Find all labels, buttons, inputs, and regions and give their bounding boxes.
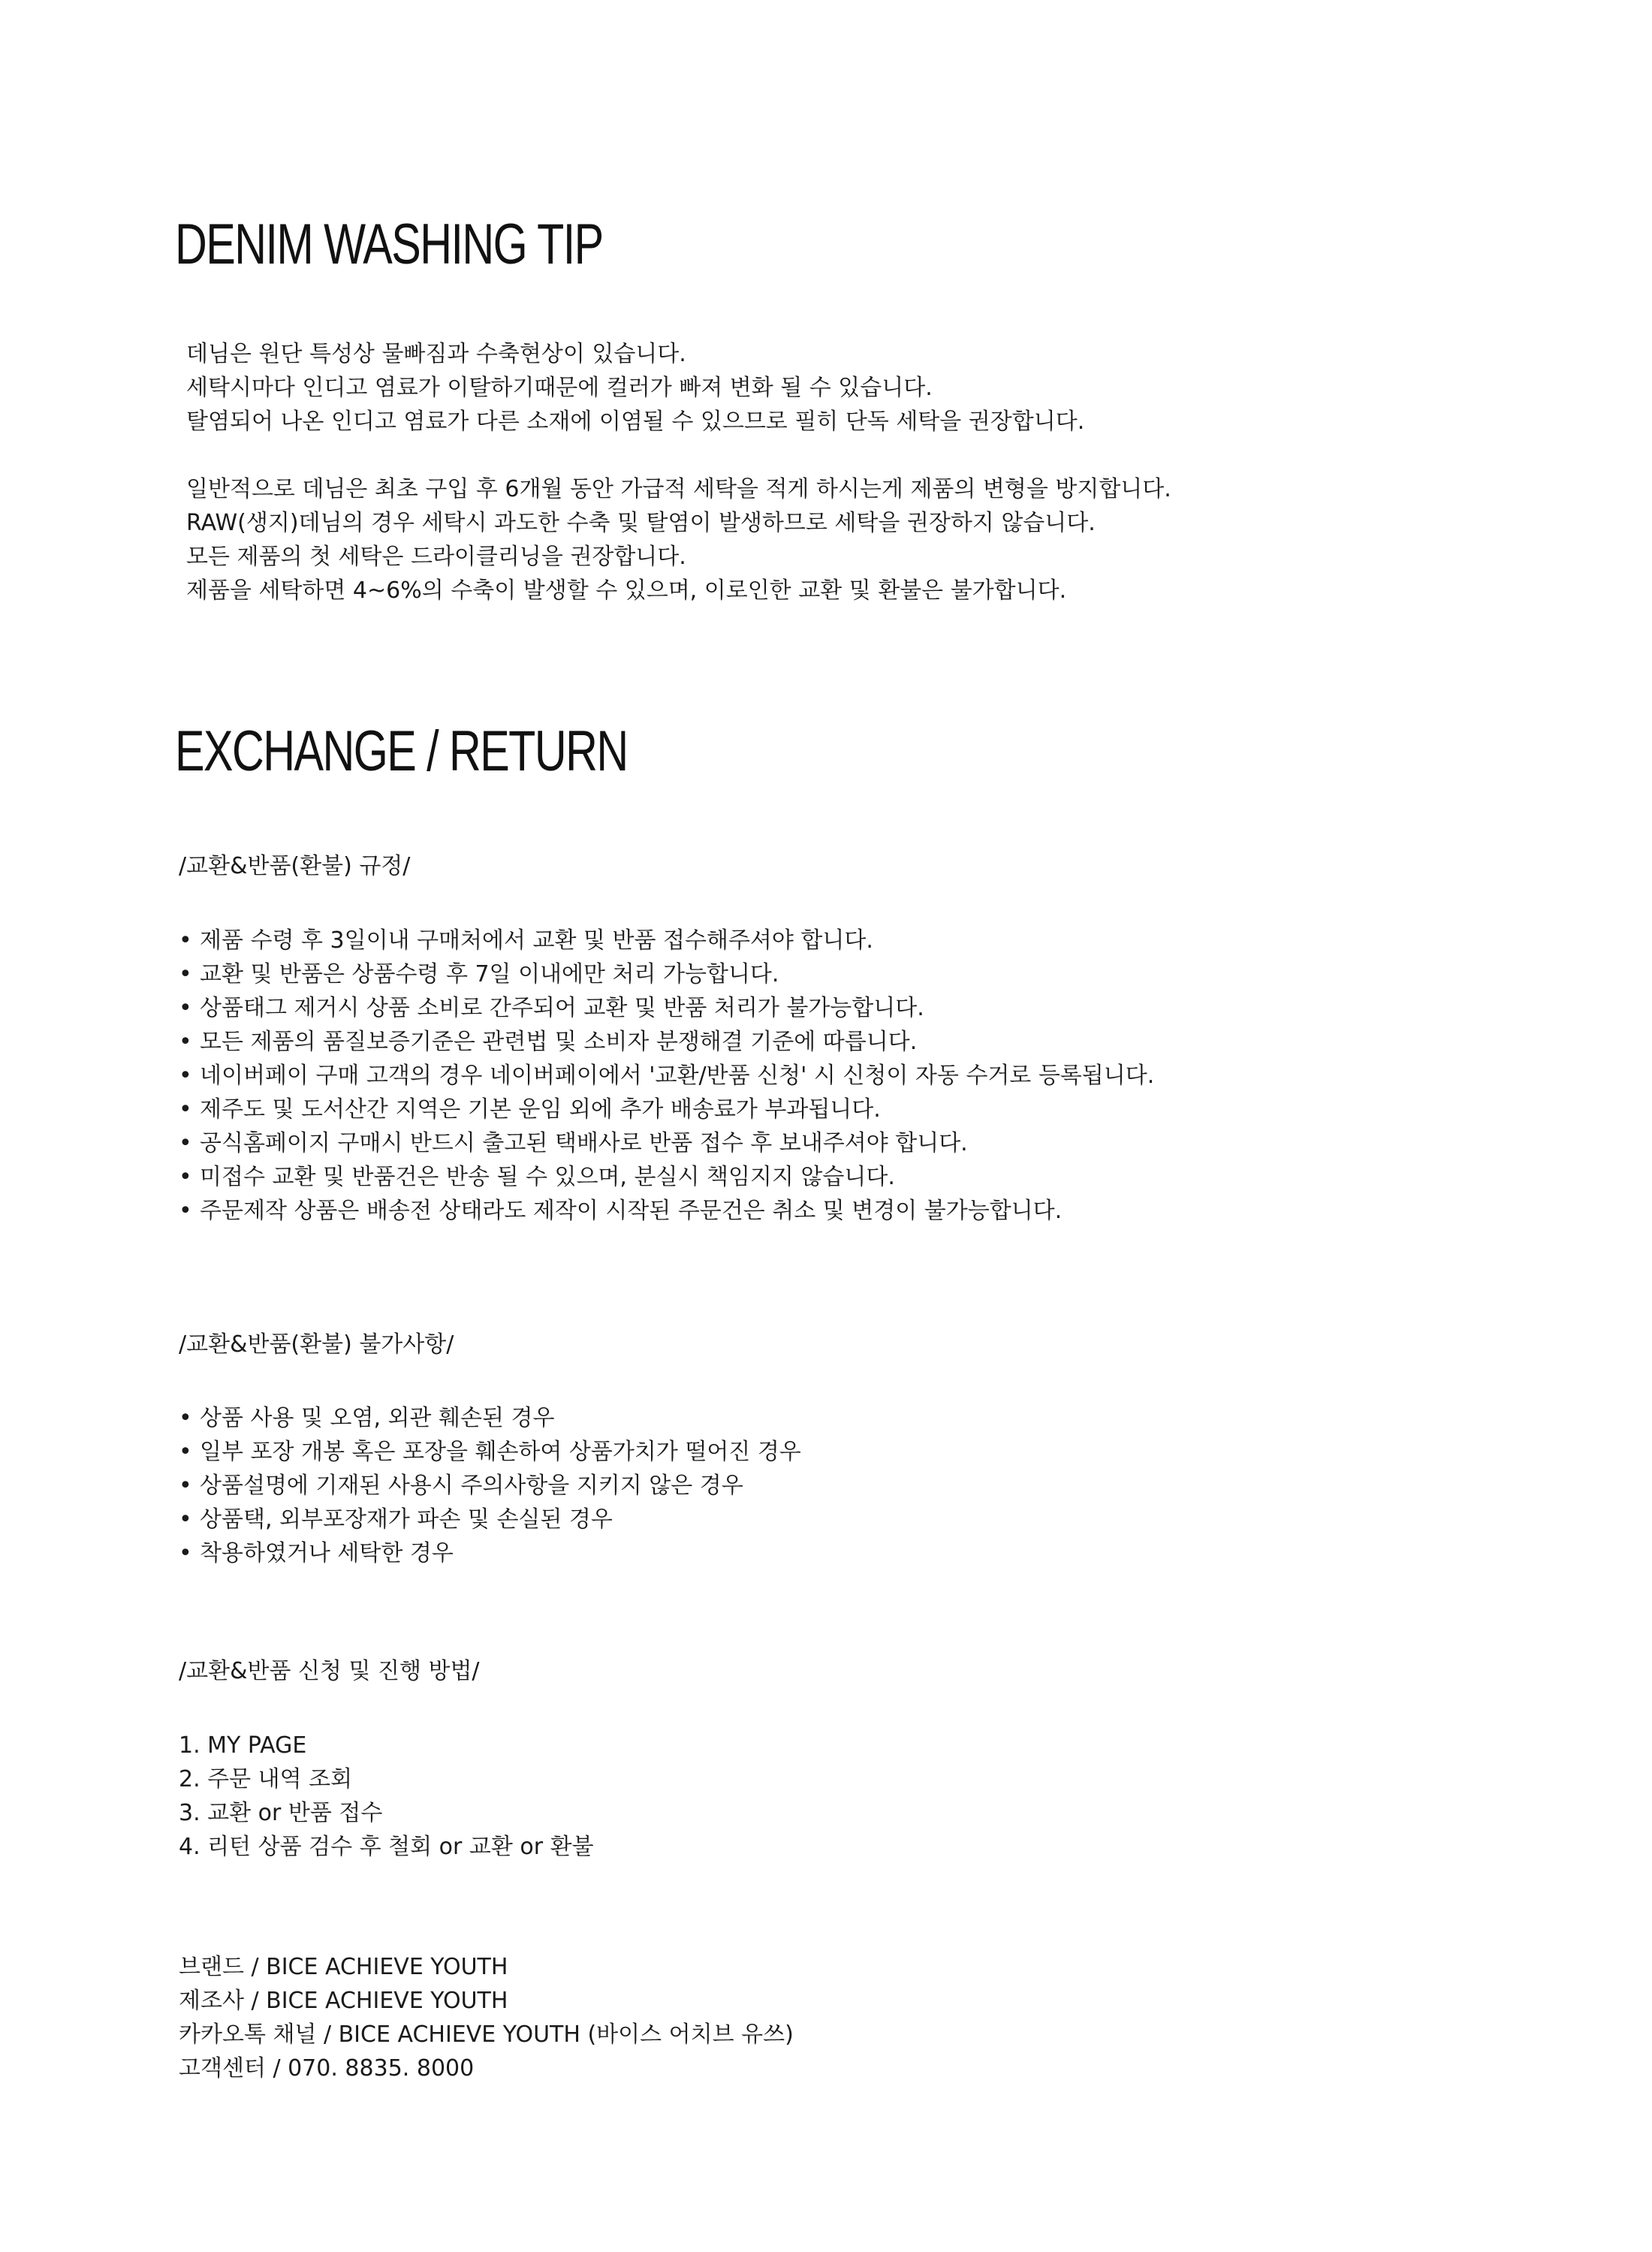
list-item bbox=[179, 1160, 1154, 1194]
list-item bbox=[179, 1435, 801, 1469]
washing-tip-title: DENIM WASHING TIP bbox=[175, 213, 603, 276]
customer-center-line: 고객센터 / 070. 8835. 8000 bbox=[179, 2055, 475, 2082]
kakao-channel-line: 카카오톡 채널 / BICE ACHIEVE YOUTH (바이스 어치브 유쓰) bbox=[179, 2021, 794, 2048]
process-step: 3. 교환 or 반품 접수 bbox=[179, 1800, 383, 1826]
rules-section-label: /교환&반품(환불) 규정/ bbox=[179, 853, 411, 879]
restriction-text: 상품택, 외부포장재가 파손 및 손실된 경우 bbox=[200, 1506, 613, 1533]
list-item bbox=[179, 1536, 801, 1570]
list-item bbox=[179, 1093, 1154, 1126]
rule-text: 네이버페이 구매 고객의 경우 네이버페이에서 '교환/반품 신청' 시 신청이 자동 수거로 등록됩니다. bbox=[200, 1063, 1155, 1089]
list-item bbox=[179, 1401, 801, 1435]
restrictions-section-label: /교환&반품(환불) 불가사항/ bbox=[179, 1331, 454, 1358]
washing-tip-text bbox=[186, 337, 1171, 607]
list-item bbox=[179, 957, 1154, 991]
bullet-icon: • bbox=[179, 961, 192, 987]
text-line: RAW(생지)데님의 경우 세탁시 과도한 수축 및 탈염이 발생하므로 세탁을 권장하지 않습니다. bbox=[186, 510, 1096, 536]
list-item bbox=[179, 924, 1154, 957]
rule-text: 제주도 및 도서산간 지역은 기본 운임 외에 추가 배송료가 부과됩니다. bbox=[200, 1096, 881, 1123]
text-line: 모든 제품의 첫 세탁은 드라이클리닝을 권장합니다. bbox=[186, 544, 686, 570]
process-steps bbox=[179, 1729, 594, 1864]
rule-text: 교환 및 반품은 상품수령 후 7일 이내에만 처리 가능합니다. bbox=[200, 961, 779, 987]
list-item bbox=[179, 1059, 1154, 1093]
process-step: 2. 주문 내역 조회 bbox=[179, 1766, 353, 1792]
rule-text: 공식홈페이지 구매시 반드시 출고된 택배사로 반품 접수 후 보내주셔야 합니다. bbox=[200, 1130, 968, 1156]
bullet-icon: • bbox=[179, 1506, 192, 1533]
list-item bbox=[179, 1469, 801, 1503]
bullet-icon: • bbox=[179, 1164, 192, 1190]
bullet-icon: • bbox=[179, 1096, 192, 1123]
bullet-icon: • bbox=[179, 927, 192, 954]
process-step: 1. MY PAGE bbox=[179, 1732, 307, 1759]
rule-text: 주문제작 상품은 배송전 상태라도 제작이 시작된 주문건은 취소 및 변경이 불가능합니다. bbox=[200, 1198, 1063, 1224]
bullet-icon: • bbox=[179, 1198, 192, 1224]
text-line: 데님은 원단 특성상 물빠짐과 수축현상이 있습니다. bbox=[186, 341, 686, 367]
text-line: 일반적으로 데님은 최초 구입 후 6개월 동안 가급적 세탁을 적게 하시는게 제품의 변형을 방지합니다. bbox=[186, 476, 1171, 502]
process-step: 4. 리턴 상품 검수 후 철회 or 교환 or 환불 bbox=[179, 1834, 594, 1860]
list-item bbox=[179, 1126, 1154, 1160]
bullet-icon: • bbox=[179, 1473, 192, 1499]
restriction-text: 착용하였거나 세탁한 경우 bbox=[200, 1540, 454, 1566]
bullet-icon: • bbox=[179, 1540, 192, 1566]
bullet-icon: • bbox=[179, 1405, 192, 1431]
list-item bbox=[179, 991, 1154, 1025]
restriction-text: 일부 포장 개봉 혹은 포장을 훼손하여 상품가치가 떨어진 경우 bbox=[200, 1439, 801, 1465]
company-info bbox=[179, 1950, 794, 2085]
spacer bbox=[186, 439, 1171, 472]
rule-text: 모든 제품의 품질보증기준은 관련법 및 소비자 분쟁해결 기준에 따릅니다. bbox=[200, 1029, 918, 1055]
brand-line: 브랜드 / BICE ACHIEVE YOUTH bbox=[179, 1954, 508, 1980]
bullet-icon: • bbox=[179, 1439, 192, 1465]
process-section-label: /교환&반품 신청 및 진행 방법/ bbox=[179, 1658, 480, 1684]
bullet-icon: • bbox=[179, 1029, 192, 1055]
bullet-icon: • bbox=[179, 1063, 192, 1089]
bullet-icon: • bbox=[179, 1130, 192, 1156]
rules-list bbox=[179, 924, 1154, 1228]
text-line: 탈염되어 나온 인디고 염료가 다른 소재에 이염될 수 있으므로 필히 단독 세탁을 권장합니다. bbox=[186, 408, 1085, 435]
list-item bbox=[179, 1025, 1154, 1059]
restrictions-list bbox=[179, 1401, 801, 1570]
rule-text: 상품태그 제거시 상품 소비로 간주되어 교환 및 반품 처리가 불가능합니다. bbox=[200, 995, 924, 1021]
rule-text: 미접수 교환 및 반품건은 반송 될 수 있으며, 분실시 책임지지 않습니다. bbox=[200, 1164, 895, 1190]
restriction-text: 상품 사용 및 오염, 외관 훼손된 경우 bbox=[200, 1405, 555, 1431]
text-line: 세탁시마다 인디고 염료가 이탈하기때문에 컬러가 빠져 변화 될 수 있습니다. bbox=[186, 375, 933, 401]
bullet-icon: • bbox=[179, 995, 192, 1021]
restriction-text: 상품설명에 기재된 사용시 주의사항을 지키지 않은 경우 bbox=[200, 1473, 743, 1499]
list-item bbox=[179, 1503, 801, 1536]
manufacturer-line: 제조사 / BICE ACHIEVE YOUTH bbox=[179, 1988, 508, 2014]
text-line: 제품을 세탁하면 4~6%의 수축이 발생할 수 있으며, 이로인한 교환 및 환불은 불가합니다. bbox=[186, 577, 1067, 604]
list-item bbox=[179, 1194, 1154, 1228]
rule-text: 제품 수령 후 3일이내 구매처에서 교환 및 반품 접수해주셔야 합니다. bbox=[200, 927, 873, 954]
exchange-return-title: EXCHANGE / RETURN bbox=[175, 719, 628, 783]
